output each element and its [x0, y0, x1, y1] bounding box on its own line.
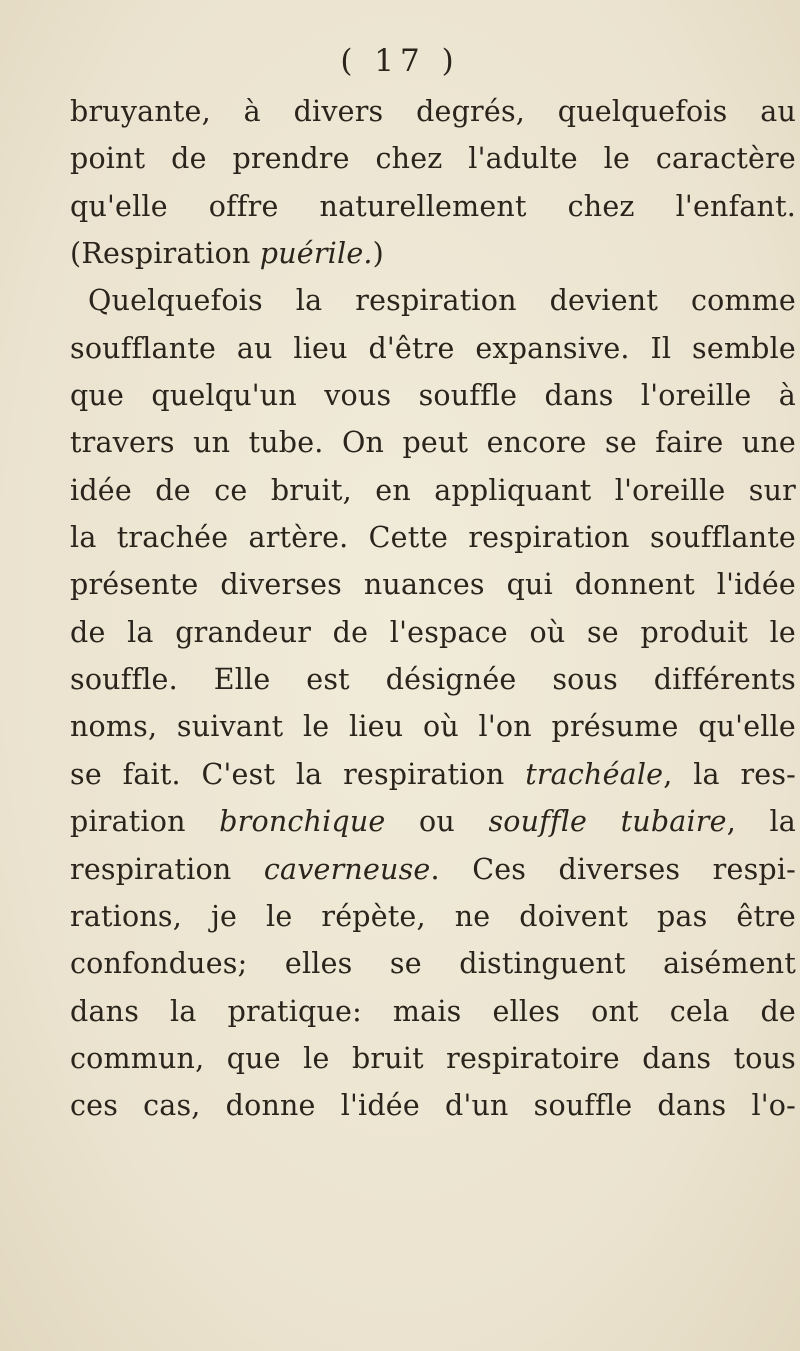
text-run: )	[372, 237, 384, 271]
text-run: ou	[385, 805, 489, 839]
text-line: que quelqu'un vous souffle dans l'oreille à	[70, 379, 796, 413]
text-line	[70, 230, 796, 277]
text-line: de la grandeur de l'espace où se produit le	[70, 615, 796, 649]
text-line: idée de ce bruit, en appliquant l'oreille sur	[70, 473, 796, 507]
text-line: travers un tube. On peut encore se faire une	[70, 426, 796, 460]
text-line: soufflante au lieu d'être expansive. Il semble	[70, 331, 796, 365]
italic-term: caverneuse	[263, 852, 431, 886]
page-number: ( 17 )	[340, 43, 460, 79]
italic-term: trachéale	[525, 757, 664, 791]
text-line: noms, suivant le lieu où l'on présume qu'elle	[70, 710, 796, 744]
text-line: commun, que le bruit respiratoire dans tous	[70, 1041, 796, 1075]
text-run: , la	[726, 805, 796, 839]
text-run: , la res-	[663, 757, 796, 791]
text-run: . Ces diverses respi-	[430, 852, 796, 886]
italic-term: puérile.	[259, 237, 373, 271]
text-run: respiration	[70, 852, 264, 886]
text-line	[70, 751, 796, 798]
body-text	[70, 88, 796, 1130]
text-run: se fait. C'est la respiration	[70, 757, 526, 791]
italic-term: souffle tubaire	[488, 805, 727, 839]
text-line: la trachée artère. Cette respiration soufflante	[70, 521, 796, 555]
text-line: ces cas, donne l'idée d'un souffle dans l'o-	[70, 1089, 796, 1123]
text-line: rations, je le répète, ne doivent pas être	[70, 899, 796, 933]
text-line	[70, 798, 796, 845]
text-line: dans la pratique: mais elles ont cela de	[70, 994, 796, 1028]
text-run: (Respiration	[70, 237, 260, 271]
text-run: piration	[70, 805, 220, 839]
text-line: souffle. Elle est désignée sous différents	[70, 663, 796, 697]
text-line: point de prendre chez l'adulte le caractère	[70, 142, 796, 176]
paragraph-first-line: Quelquefois la respiration devient comme	[88, 284, 796, 318]
text-line: présente diverses nuances qui donnent l'idée	[70, 568, 796, 602]
text-line: confondues; elles se distinguent aisément	[70, 947, 796, 981]
text-line	[70, 846, 796, 893]
text-line: qu'elle offre naturellement chez l'enfant.	[70, 189, 796, 223]
italic-term: bronchique	[219, 805, 386, 839]
text-line: bruyante, à divers degrés, quelquefois au	[70, 95, 796, 128]
